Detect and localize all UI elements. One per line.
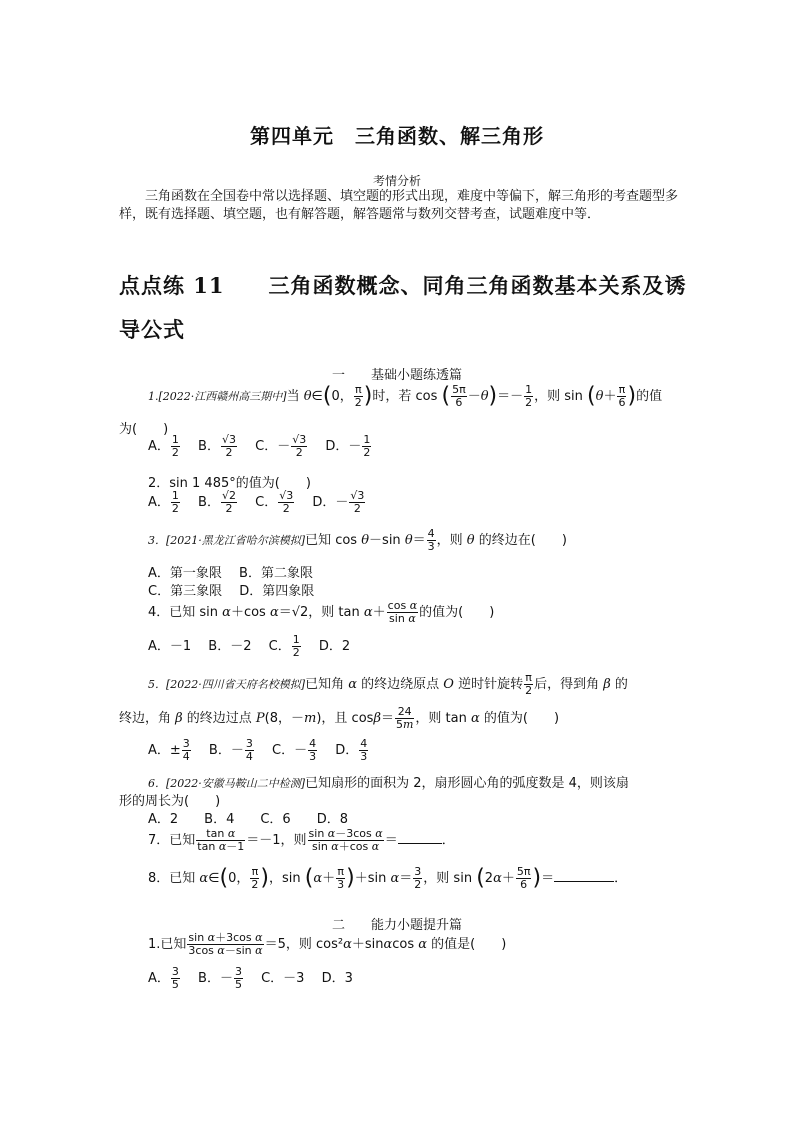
question-6-source: 6．[2022·安徽马鞍山二中检测] (148, 777, 306, 790)
question-1-cont: 为( ) (119, 422, 169, 437)
question-7: 7．已知 $\frac{\text{tan α}}{\text{tan α－1}}$ ＝－1，则 $\frac{\text{sin α－3cos α}}{\text{sin α＋cos α}}$ ＝ ． (148, 827, 455, 853)
question-5-source: 5．[2022·四川省天府名校模拟] (148, 678, 306, 691)
question-1: 1.[2022·江西赣州高三期中]当 θ∈(0， $\frac{\pi}{2}$ )时，若 cos ( $\frac{5\pi}{6}$ －θ)＝－ $\frac{1}{2}$ ，则 sin (θ＋ $\frac{\pi}{6}$ )的值 (148, 383, 663, 409)
question-3-options-row1: A．第一象限 B．第二象限 (148, 566, 313, 581)
question-5: 5．[2022·四川省天府名校模拟]已知角 α 的终边绕原点 O 逆时针旋转 $\frac{\pi}{2}$ 后，得到角 β 的 (148, 671, 628, 697)
question-6: 6．[2022·安徽马鞍山二中检测]已知扇形的面积为 2，扇形圆心角的弧度数是 4，则该扇 (148, 776, 629, 791)
section-advanced: 二 能力小题提升篇 (331, 918, 462, 933)
question-5-cont: 终边，角 β 的终边过点 P(8，－m)，且 cosβ＝ $\frac{24}{5m}$ ，则 tan α 的值为( ) (119, 705, 560, 731)
question-4: 4．已知 sin α＋cos α＝√2，则 tan α＋ $\frac{\text{cos α}}{\text{sin α}}$ 的值为( ) (148, 599, 495, 625)
question-6-cont: 形的周长为( ) (119, 794, 221, 809)
question-3-source: 3．[2021·黑龙江省哈尔滨模拟] (148, 534, 306, 547)
question-2: 2．sin 1 485°的值为( ) (148, 476, 311, 491)
question-advanced-1-options: A． $\frac{3}{5}$ B．－ $\frac{3}{5}$ C．－3 D．3 (148, 965, 353, 991)
question-2-options: A． $\frac{1}{2}$ B． $\frac{√2}{2}$ C． $\frac{√3}{2}$ D．－ $\frac{√3}{2}$ (148, 489, 365, 515)
unit-title: 第四单元 三角函数、解三角形 (250, 124, 544, 148)
question-8: 8．已知 α∈(0， $\frac{\pi}{2}$ )，sin (α＋ $\frac{\pi}{3}$ )＋sin α＝ $\frac{3}{2}$ ，则 sin (2α＋ $\frac{5\pi}{6}$ )＝ ． (148, 865, 628, 891)
question-5-options: A．± $\frac{3}{4}$ B．－ $\frac{3}{4}$ C．－ $\frac{4}{3}$ D． $\frac{4}{3}$ (148, 737, 368, 763)
section-basic: 一 基础小题练透篇 (331, 368, 462, 383)
question-4-options: A．－1 B．－2 C． $\frac{1}{2}$ D．2 (148, 633, 351, 659)
analysis-text: 三角函数在全国卷中常以选择题、填空题的形式出现，难度中等偏下，解三角形的考查题型多样，既有选择题、填空题，也有解答题，解答题常与数列交替考查，试题难度中等． (119, 189, 679, 222)
question-3-options-row2: C．第三象限 D．第四象限 (148, 584, 315, 599)
question-6-options: A．2 B．4 C．6 D．8 (148, 812, 348, 827)
question-3: 3．[2021·黑龙江省哈尔滨模拟]已知 cos θ－sin θ＝ $\frac{4}{3}$ ，则 θ 的终边在( ) (148, 527, 567, 553)
lesson-title: 点点练 11 三角函数概念、同角三角函数基本关系及诱导公式 (119, 273, 687, 342)
question-1-options: A． $\frac{1}{2}$ B． $\frac{√3}{2}$ C．－ $\frac{√3}{2}$ D．－ $\frac{1}{2}$ (148, 433, 371, 459)
question-1-source: 1.[2022·江西赣州高三期中] (148, 390, 287, 403)
analysis-heading: 考情分析 (372, 174, 421, 188)
question-advanced-1: 1.已知 $\frac{\text{sin α＋3cos α}}{\text{3cos α－sin α}}$ ＝5，则 cos²α＋sinαcos α 的值是( ) (148, 931, 507, 957)
